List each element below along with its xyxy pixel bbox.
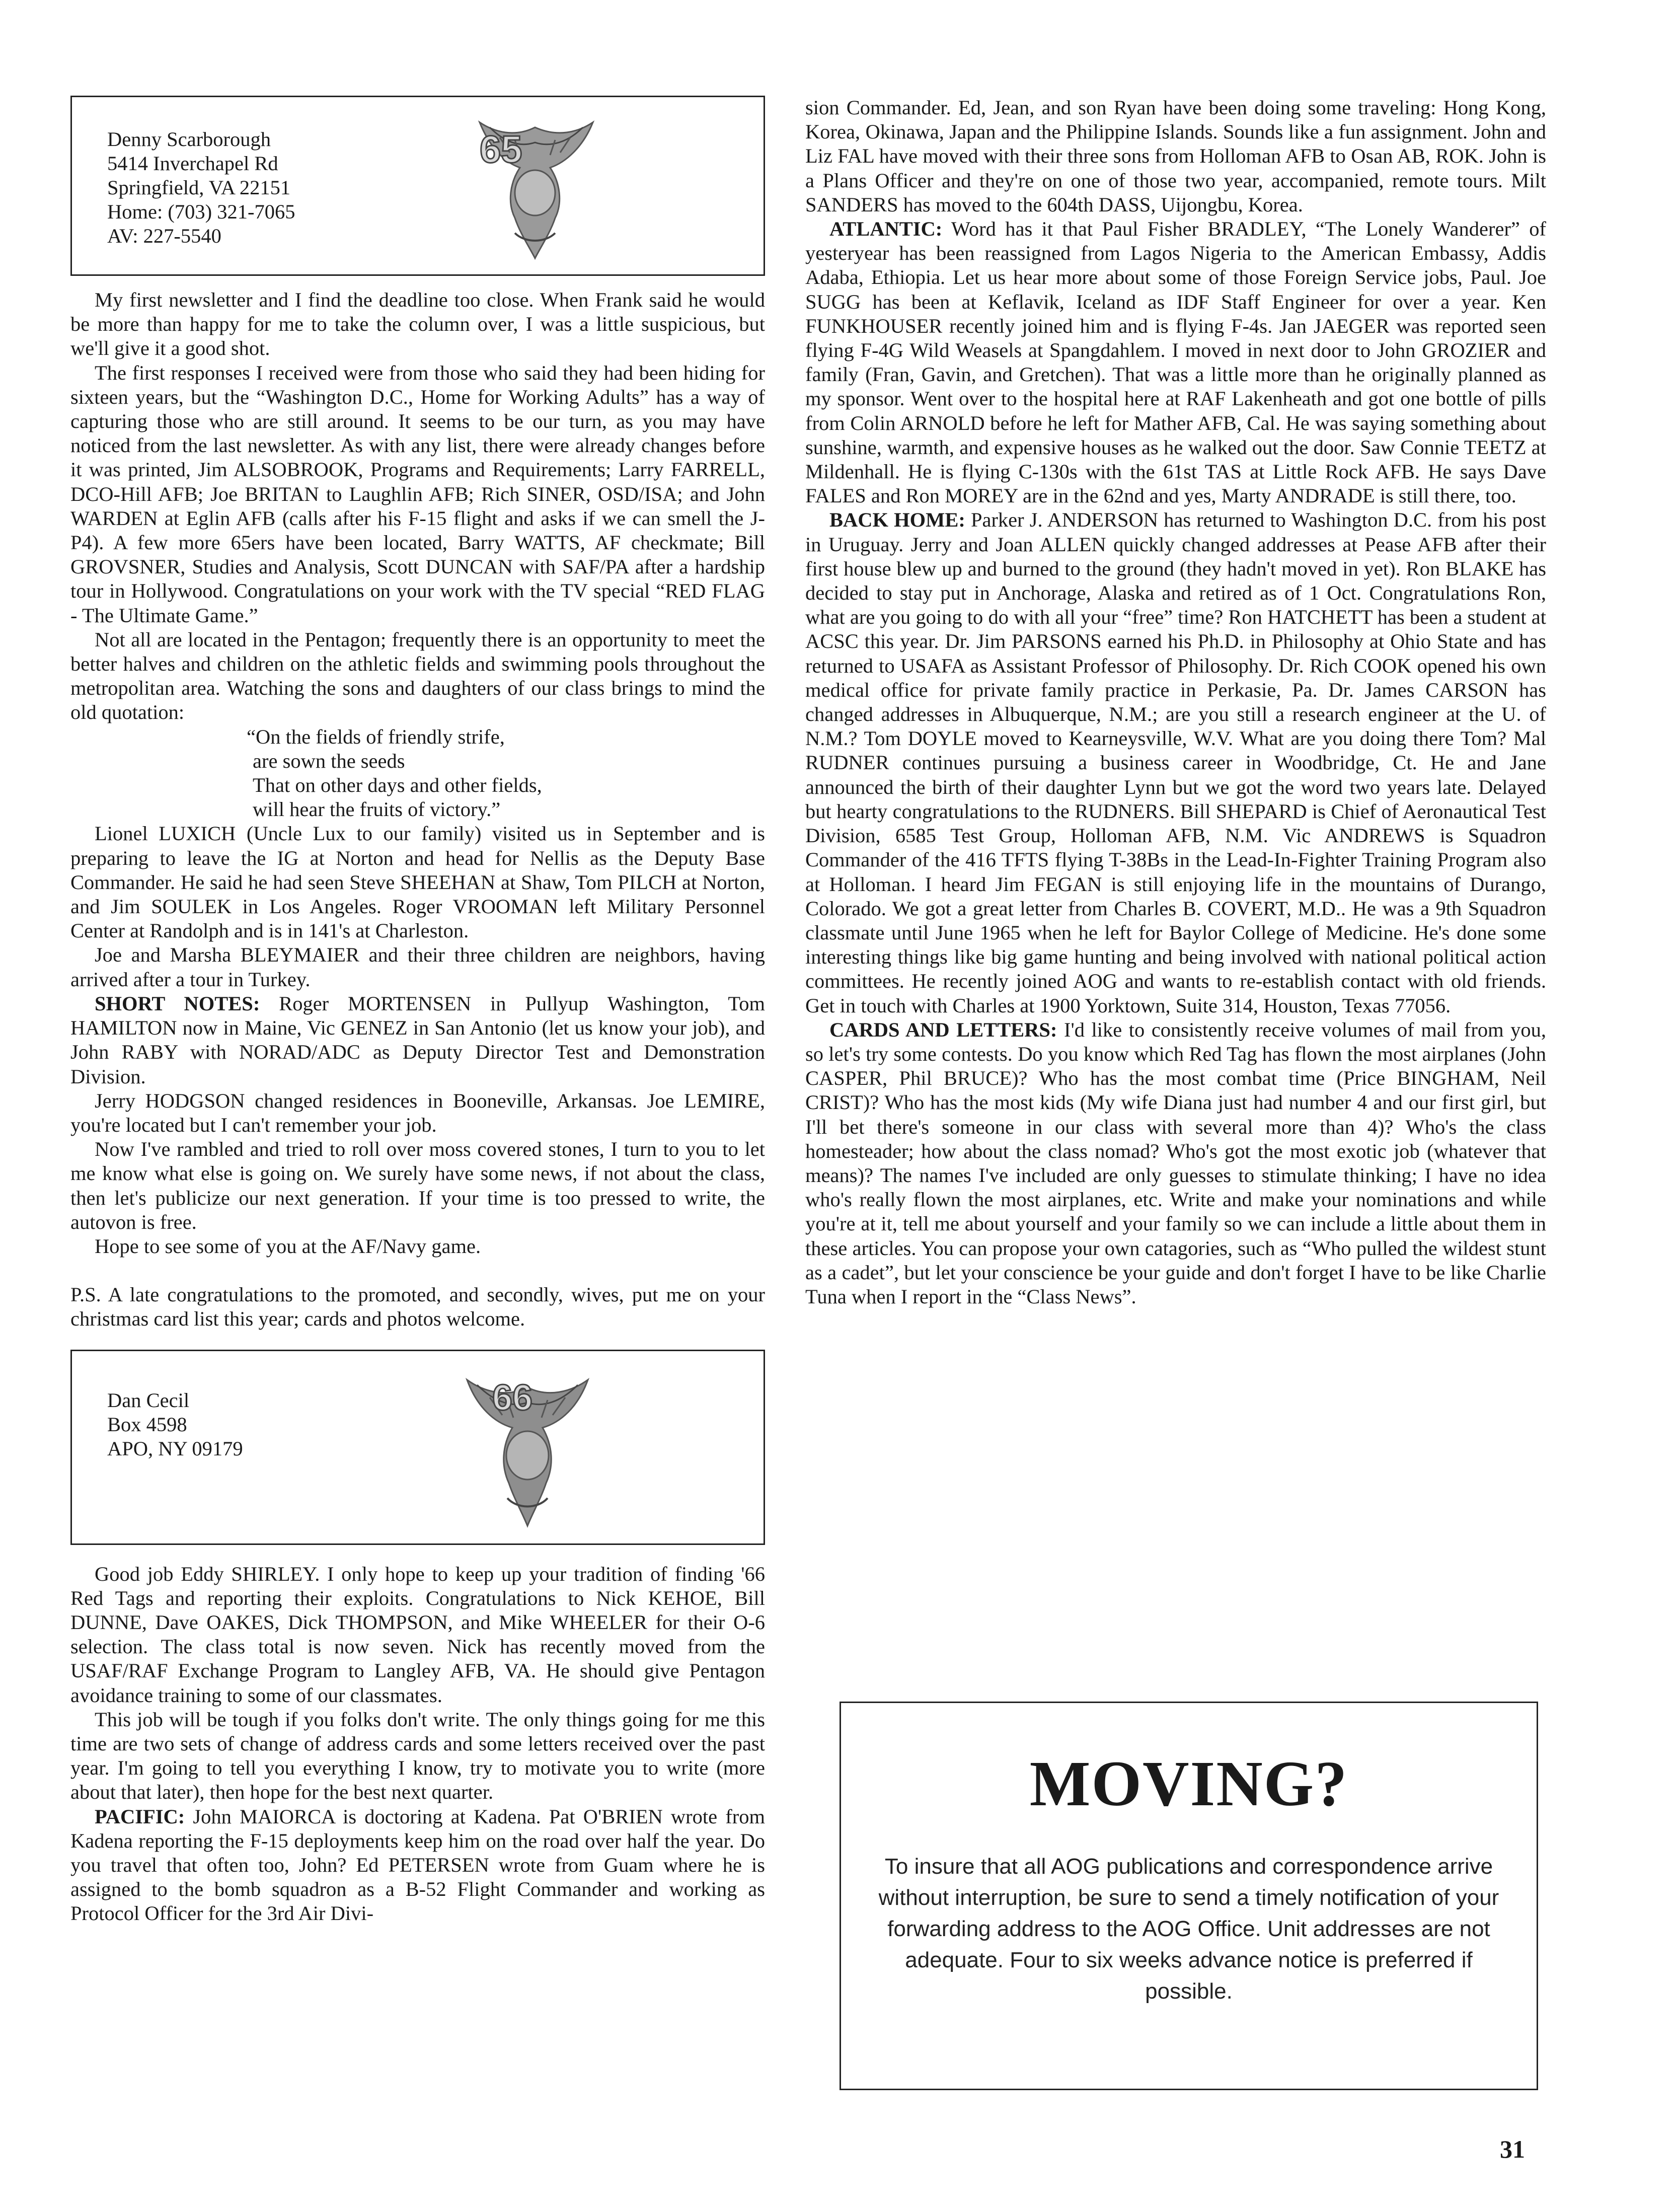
left-column	[70, 96, 765, 1926]
paragraph	[70, 992, 765, 1089]
paragraph: Good job Eddy SHIRLEY. I only hope to keep up your tradition of finding '66 Red Tags and reporting their exploits. Congratulations to Nick KEHOE, Bill DUNNE, Dave OAKES, Dick THOMPSON, and Mike WHEELER for their O-6 selection. The class total is now seven. Nick has recently moved from the USAF/RAF Exchange Program to Langley AFB, VA. He should give Pentagon avoidance training to some of our classmates.	[70, 1562, 765, 1707]
address-city: APO, NY 09179	[107, 1437, 243, 1460]
address-av-phone: AV: 227-5540	[107, 225, 221, 247]
address-box-1966	[70, 1350, 765, 1545]
paragraph: The first responses I received were from those who said they had been hiding for sixteen years, but the “Washington D.C., Home for Working Adults” has a way of capturing those who are still around. It seems to be our turn, as you may have noticed from the last newsletter. As with any list, there were already changes before it was printed, Jim ALSOBROOK, Programs and Requirements; Larry FARRELL, DCO-Hill AFB; Joe BRITAN to Laughlin AFB; Rich SINER, OSD/ISA; and John WARDEN at Eglin AFB (calls after his F-15 flight and asks if we can smell the J-P4). A few more 65ers have been located, Barry WATTS, AF checkmate; Bill GROVSNER, Studies and Analysis, Scott DUNCAN with SAF/PA after a hardship tour in Hollywood. Congratulations on your work with the TV special “RED FLAG - The Ultimate Game.”	[70, 361, 765, 627]
paragraph: Hope to see some of you at the AF/Navy game.	[95, 1234, 481, 1258]
paragraph: Jerry HODGSON changed residences in Booneville, Arkansas. Joe LEMIRE, you're located but I can't remember your job.	[70, 1089, 765, 1136]
class-crest-1965-icon	[460, 107, 611, 267]
poem-line: are sown the seeds	[253, 749, 405, 772]
address-name: Denny Scarborough	[107, 128, 271, 151]
section-heading: CARDS AND LETTERS:	[829, 1018, 1057, 1041]
address-lines	[107, 1388, 243, 1461]
section-heading: BACK HOME:	[829, 508, 965, 532]
quotation-poem	[247, 725, 765, 822]
paragraph-text: Roger MORTENSEN in Pullyup Washington, Tom HAMILTON now in Maine, Vic GENEZ in San Antonio (let us know your job), and John RABY with NORAD/ADC as Deputy Director Test and Demonstration Division.	[70, 992, 765, 1088]
paragraph-text: I'd like to consistently receive volumes of mail from you, so let's try some contests. Do you know which Red Tag has flown the most airplanes (John CASPER, Phil BRUCE)? Who has the most combat time (Price BINGHAM, Neil CRIST)? Who has the most kids (My wife Diana just had number 4 and our first girl, but I'll bet there's someone in our class with several more than 4)? Who's the class homesteader; how about the class nomad? Who's got the most exotic job (whatever that means)? The names I've included are only guesses to stimulate thinking; I have no idea who's really flown the most airplanes, etc. Write and make your nominations and while you're at it, tell me about yourself and your family so we can include a little about them in these articles. You can propose your own catagories, such as “Who pulled the wildest stunt as a cadet”, but let your conscience be your guide and don't forget I have to be like Charlie Tuna when I report in the “Class News”.	[805, 1018, 1546, 1308]
paragraph: Now I've rambled and tried to roll over moss covered stones, I turn to you to let me know what else is going on. We surely have some news, if not about the class, then let's publicize our next generation. If your time is too pressed to write, the autovon is free.	[70, 1138, 765, 1233]
class-crest-1966-icon	[454, 1362, 600, 1533]
moving-body: To insure that all AOG publications and correspondence arrive without interruption, be sure to send a timely notification of your forwarding address to the AOG Office. Unit addresses are not adequate. Four to six weeks advance notice is preferred if possible.	[878, 1854, 1499, 2004]
section-heading: PACIFIC:	[95, 1805, 185, 1828]
paragraph-text: Word has it that Paul Fisher BRADLEY, “The Lonely Wanderer” of yesteryear has been reassigned from Lagos Nigeria to the American Embassy, Addis Adaba, Ethiopia. Let us hear more about some of those Foreign Service jobs, Paul. Joe SUGG has been at Keflavik, Iceland as IDF Staff Engineer for over a year. Ken FUNKHOUSER recently joined him and is flying F-4s. Jan JAEGER was reported seen flying F-4G Wild Weasels at Spangdahlem. I moved in next door to John GROZIER and family (Fran, Gavin, and Gretchen). That was a little more than he originally planned as my sponsor. Went over to the hospital here at RAF Lakenheath and got one bottle of pills from Colin ARNOLD before he left for Mather AFB, Cal. He was saying something about sunshine, warmth, and expensive houses as he walked out the door. Saw Connie TEETZ at Mildenhall. He is flying C-130s with the 61st TAS at Little Rock AFB. He says Dave FALES and Ron MOREY are in the 62nd and yes, Marty ANDRADE is still there, too.	[805, 217, 1546, 507]
page-number: 31	[1500, 2135, 1525, 2163]
address-box: Box 4598	[107, 1413, 187, 1436]
paragraph	[805, 1018, 1546, 1309]
postscript: P.S. A late congratulations to the promoted, and secondly, wives, put me on your christmas card list this year; cards and photos welcome.	[70, 1283, 765, 1331]
address-street: 5414 Inverchapel Rd	[107, 152, 278, 175]
right-column	[805, 96, 1546, 1309]
paragraph: This job will be tough if you folks don't write. The only things going for me this time are two sets of change of address cards and some letters received over the past year. I'm going to tell you everything I know, try to motivate you to write (more about that later), then hope for the best next quarter.	[70, 1708, 765, 1804]
paragraph	[805, 217, 1546, 508]
paragraph: Not all are located in the Pentagon; frequently there is an opportunity to meet the better halves and children on the athletic fields and swimming pools throughout the metropolitan area. Watching the sons and daughters of our class brings to mind the old quotation:	[70, 628, 765, 724]
address-home-phone: Home: (703) 321-7065	[107, 200, 295, 223]
paragraph	[70, 1805, 765, 1926]
address-name: Dan Cecil	[107, 1388, 190, 1412]
moving-title: MOVING?	[1029, 1748, 1348, 1819]
section-heading: SHORT NOTES:	[95, 992, 260, 1015]
address-box-1965	[70, 96, 765, 276]
paragraph: Lionel LUXICH (Uncle Lux to our family) visited us in September and is preparing to leave the IG at Norton and head for Nellis as the Deputy Base Commander. He said he had seen Steve SHEEHAN at Shaw, Tom PILCH at Norton, and Jim SOULEK in Los Angeles. Roger VROOMAN left Military Personnel Center at Randolph and is in 141's at Charleston.	[70, 822, 765, 942]
address-city: Springfield, VA 22151	[107, 176, 291, 199]
poem-line: That on other days and other fields,	[253, 774, 542, 797]
paragraph-text: Parker J. ANDERSON has returned to Washington D.C. from his post in Uruguay. Jerry and Joan ALLEN quickly changed addresses at Pease AFB after their first house blew up and burned to the ground (they hadn't moved in yet). Ron BLAKE has decided to stay put in Anchorage, Alaska and retired as of 1 Oct. Congratulations Ron, what are you going to do with all your “free” time? Ron HATCHETT has been a student at ACSC this year. Dr. Jim PARSONS earned his Ph.D. in Philosophy at Ohio State and has returned to USAFA as Assistant Professor of Philosophy. Dr. Rich COOK opened his own medical office for private family practice in Perkasie, Pa. Dr. James CARSON has changed addresses in Albuquerque, N.M.; are you still a research engineer at the U. of N.M.? Tom DOYLE moved to Kearneysville, W.V. What are you doing there Tom? Mal RUDNER continues pursuing a business career in Woodbridge, Ct. He and Jane announced the birth of their daughter Lynn but we got the word two years late. Delayed but hearty congratulations to the RUDNERS. Bill SHEPARD is Chief of Aeronautical Test Division, 6585 Test Group, Holloman AFB, N.M. Vic ANDREWS is Squadron Commander of the 416 TFTS flying T-38Bs in the Lead-In-Fighter Training Program also at Holloman. I heard Jim FEGAN is still enjoying life in the mountains of Durango, Colorado. We got a great letter from Charles B. COVERT, M.D.. He was a 9th Squadron classmate until June 1965 when he left for Baylor College of Medicine. He's done some interesting things like big game hunting and being involved with national political action committees. He recently joined AOG and wants to re-establish contact with old friends. Get in touch with Charles at 1900 Yorktown, Suite 314, Houston, Texas 77056.	[805, 508, 1546, 1017]
section-heading: ATLANTIC:	[829, 217, 943, 241]
address-lines	[107, 127, 295, 248]
poem-line: “On the fields of friendly strife,	[247, 725, 505, 748]
paragraph: Joe and Marsha BLEYMAIER and their three children are neighbors, having arrived after a tour in Turkey.	[70, 943, 765, 991]
paragraph: sion Commander. Ed, Jean, and son Ryan have been doing some traveling: Hong Kong, Korea, Okinawa, Japan and the Philippine Islands. Sounds like a fun assignment. John and Liz FAL have moved with their three sons from Holloman AFB to Osan AB, ROK. John is a Plans Officer and they're on one of those two year, accompanied, remote tours. Milt SANDERS has moved to the 604th DASS, Uijongbu, Korea.	[805, 96, 1546, 216]
paragraph	[805, 508, 1546, 1017]
svg-text:66: 66	[492, 1377, 533, 1418]
paragraph-text: John MAIORCA is doctoring at Kadena. Pat O'BRIEN wrote from Kadena reporting the F-15 deployments keep him on the road over half the year. Do you travel that often too, John? Ed PETERSEN wrote from Guam where he is assigned to the bomb squadron as a B-52 Flight Commander and working as Protocol Officer for the 3rd Air Divi-	[70, 1805, 765, 1925]
svg-text:65: 65	[480, 128, 522, 171]
moving-notice-box	[840, 1702, 1538, 2090]
paragraph: My first newsletter and I find the deadline too close. When Frank said he would be more than happy for me to take the column over, I was a little suspicious, but we'll give it a good shot.	[70, 288, 765, 360]
poem-line: will hear the fruits of victory.”	[253, 798, 501, 821]
